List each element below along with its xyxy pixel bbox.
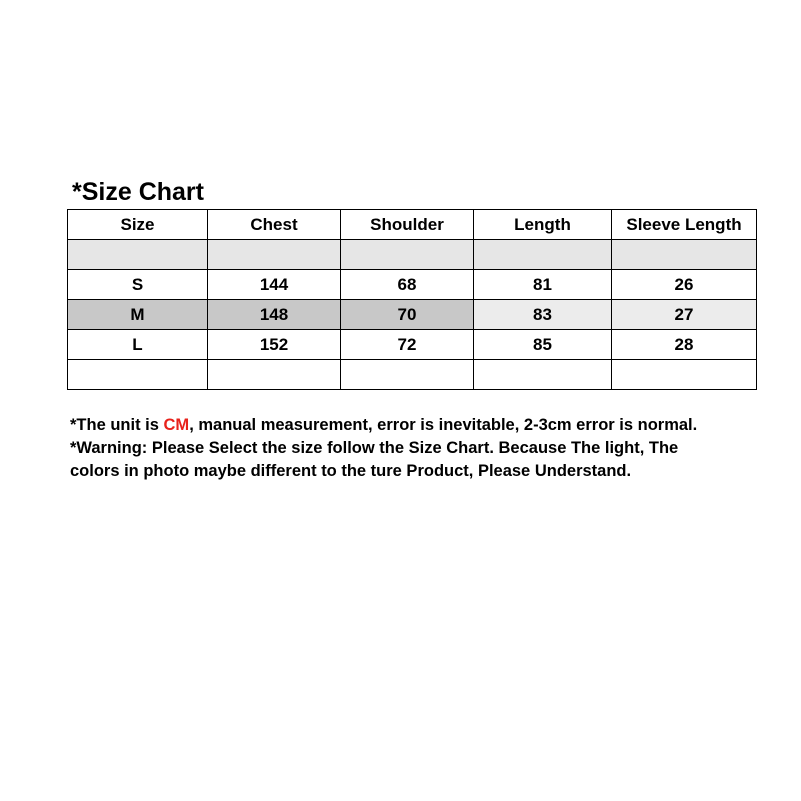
header-length: Length (474, 210, 612, 240)
table-cell (474, 240, 612, 270)
table-cell (68, 240, 208, 270)
table-header-row (68, 210, 757, 240)
page-title: *Size Chart (72, 178, 204, 206)
table-row (68, 270, 757, 300)
notes-block (70, 414, 775, 483)
table-cell: 68 (341, 270, 474, 300)
table-cell (341, 360, 474, 390)
table-row-empty-top (68, 240, 757, 270)
warning-note-line-1: *Warning: Please Select the size follow the Size Chart. Because The light, The (70, 439, 679, 457)
table-cell (208, 240, 341, 270)
table-cell: L (68, 330, 208, 360)
header-size: Size (68, 210, 208, 240)
table-cell: 27 (612, 300, 757, 330)
table-cell: 85 (474, 330, 612, 360)
table-cell (341, 240, 474, 270)
table-row (68, 300, 757, 330)
table-cell: 26 (612, 270, 757, 300)
table-row-empty-bottom (68, 360, 757, 390)
table-cell: 81 (474, 270, 612, 300)
table-cell (612, 240, 757, 270)
unit-note-suffix: , manual measurement, error is inevitable, 2-3cm error is normal. (189, 416, 698, 434)
table-cell: 72 (341, 330, 474, 360)
table-cell (612, 360, 757, 390)
table-cell: 148 (208, 300, 341, 330)
unit-highlight: CM (163, 416, 190, 434)
table-cell: 83 (474, 300, 612, 330)
warning-note-line-2: colors in photo maybe different to the ture Product, Please Understand. (70, 462, 632, 480)
header-shoulder: Shoulder (341, 210, 474, 240)
table-cell: M (68, 300, 208, 330)
table-row (68, 330, 757, 360)
table-cell: S (68, 270, 208, 300)
table-cell: 28 (612, 330, 757, 360)
table-cell: 152 (208, 330, 341, 360)
table-cell: 144 (208, 270, 341, 300)
unit-note (70, 414, 775, 437)
table-cell (68, 360, 208, 390)
table-cell (208, 360, 341, 390)
table-cell (474, 360, 612, 390)
unit-note-prefix: *The unit is (70, 416, 164, 434)
table-cell: 70 (341, 300, 474, 330)
header-sleeve-length: Sleeve Length (612, 210, 757, 240)
size-chart-table (67, 209, 757, 390)
header-chest: Chest (208, 210, 341, 240)
